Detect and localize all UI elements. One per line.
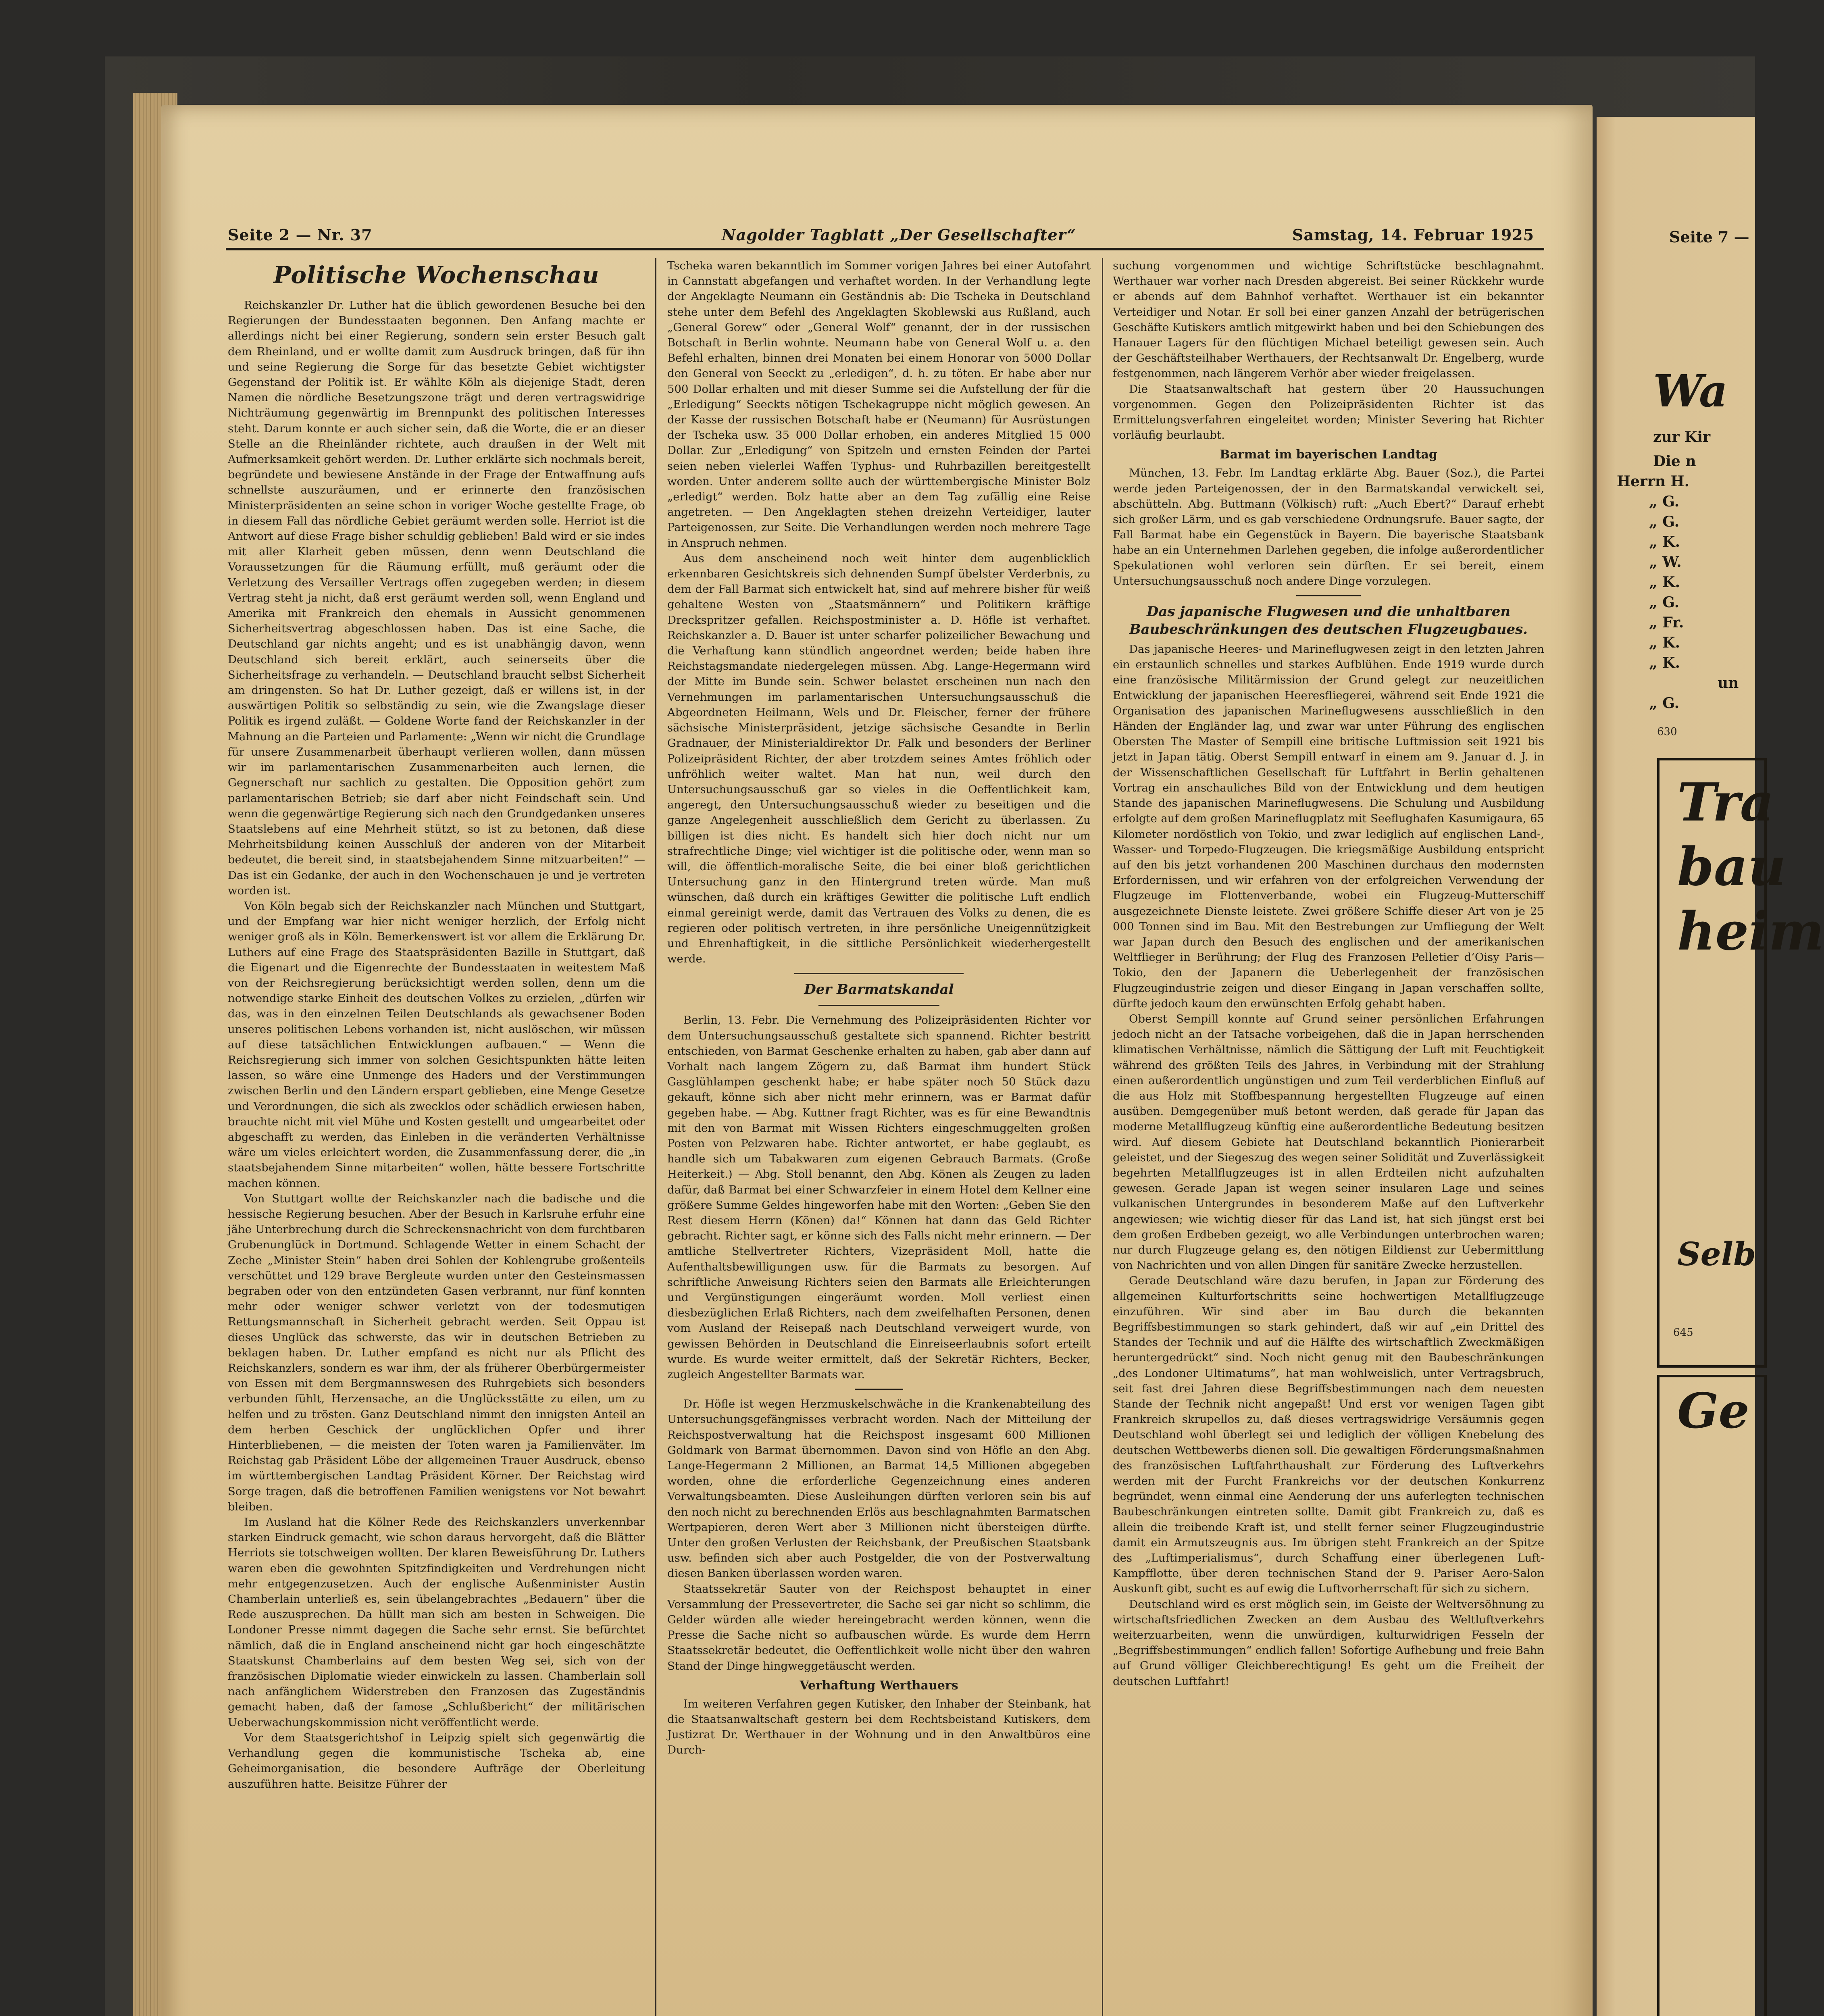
adjacent-ad-line: „ K. (1649, 634, 1680, 651)
article-paragraph: Reichskanzler Dr. Luther hat die üblich gewordenen Besuche bei den Regierungen der Bundesstaaten begonnen. Den Anfang machte er allerdings nicht bei einer Regierung, sondern sein erster Besuch galt dem Rheinland, und er wollte damit zum Ausdruck bringen, daß für ihn und seine Regierung die Sorge für das besetzte Gebiet wichtigster Gegenstand der Politik ist. Er wählte Köln als diejenige Stadt, deren Namen die nördliche Besetzungszone trägt und deren vertragswidrige Nichträumung gegenwärtig im Brennpunkt des politischen Interesses steht. Darum konnte er auch sicher sein, daß die Worte, die er an dieser Stelle an die Rheinländer richtete, auch draußen in der Welt mit Aufmerksamkeit gehört werden. Dr. Luther erklärte sich nochmals bereit, begründete und bewiesene Anstände in der Frage der Entwaffnung aufs schnellste auszuräumen, und er erinnerte den französischen Ministerpräsidenten an seine schon in voriger Woche gestellte Frage, ob in diesem Fall das nördliche Gebiet geräumt werden solle. Herriot ist die Antwort auf diese Frage bisher schuldig geblieben! Bald wird er sie indes mit aller Klarheit geben müssen, denn wenn Deutschland die Voraussetzungen für die Räumung erfüllt, muß geräumt oder die Verletzung des Versailler Vertrags offen zugegeben werden; in diesem Vertrag steht ja nicht, daß erst geräumt werden soll, wenn England und Amerika mit Frankreich den ehemals in Aussicht genommenen Sicherheitsvertrag abgeschlossen haben. Das ist eine Sache, die Deutschland gar nichts angeht; und es ist unabhängig davon, wenn Deutschland sich bereit erklärt, auch seinerseits über die Sicherheitsfrage zu verhandeln. — Deutschland braucht selbst Sicherheit am dringensten. So hat Dr. Luther gezeigt, daß er willens ist, in der auswärtigen Politik so selbständig zu sein, wie die Zwangslage dieser Politik es irgend zuläßt. — Goldene Worte fand der Reichskanzler in der Mahnung an die Parteien und Parlamente: „Wenn wir nicht die Grundlage für unsere Zusammenarbeit überhaupt verlieren wollen, dann müssen wir im parlamentarischen Zusammenarbeiten auch lernen, die Gegnerschaft nur sachlich zu gestalten. Die Opposition gehört zum parlamentarischen Betrieb; sie darf aber nicht Feindschaft sein. Und wenn die gegenwärtige Regierung sich nach den Grundgedanken unseres Staatslebens auf eine Mehrheit stützt, so ist zu betonen, daß diese Mehrheitsbildung keinen Ausschluß der anderen von der Mitarbeit bedeutet, die bereit sind, in staatsbejahendem Sinne mitzuarbeiten!“ — Das ist ein Gedanke, der auch in den Wochenschauen je und je vertreten worden ist. (228, 299, 645, 897)
column-3 (1113, 258, 1544, 2016)
ad-number: 630 (1657, 726, 1677, 738)
adjacent-ad-line: „ K. (1649, 533, 1680, 550)
adjacent-ad-line: „ K. (1649, 654, 1680, 671)
adjacent-ad-line: „ G. (1649, 513, 1680, 530)
column-divider (655, 258, 656, 2016)
adjacent-ad-line: „ K. (1649, 574, 1680, 591)
article-paragraph: Deutschland wird es erst möglich sein, im Geiste der Weltversöhnung zu wirtschaftsfriedlichen Zwecken an dem Ausbau des Weltluftverkehrs weiterzuarbeiten, wenn die unwürdigen, kulturwidrigen Fesseln der „Begriffsbestimmungen“ endlich fallen! Sofortige Aufhebung und freie Bahn auf Grund völliger Gleichberechtigung! Es geht um die Freiheit der deutschen Luftfahrt! (1113, 1597, 1544, 1688)
adjacent-ad-headline: bau (1677, 836, 1786, 898)
section-heading: Verhaftung Werthauers (800, 1678, 958, 1693)
article-paragraph: Im Ausland hat die Kölner Rede des Reichskanzlers unverkennbar starken Eindruck gemacht, wie schon daraus hervorgeht, daß die Blätter Herriots sie totschweigen wollten. Der klaren Beweisführung Dr. Luthers waren eben die gewohnten Spitzfindigkeiten und Verdrehungen nicht mehr entgegenzusetzen. Auch der englische Außenminister Austin Chamberlain unterließ es, sein übelangebrachtes „Bedauern“ über die Rede auszusprechen. Da hüllt man sich am besten in Schweigen. Die Londoner Presse nimmt dagegen die Sache sehr ernst. Sie befürchtet nämlich, daß die in England anscheinend nicht gar hoch eingeschätzte Staatskunst Chamberlains auf dem besten Weg sei, sich von der französischen Diplomatie wieder einwickeln zu lassen. Chamberlain soll nach anfänglichem Widerstreben den Franzosen das Zugeständnis gemacht haben, daß der famose „Schlußbericht“ der militärischen Ueberwachungskommission nicht veröffentlicht werde. (228, 1516, 645, 1729)
adjacent-ad-line: „ Fr. (1649, 614, 1684, 631)
section-heading: Der Barmatskandal (804, 981, 954, 998)
column-divider (1102, 258, 1103, 2016)
adjacent-ad-line: „ W. (1649, 554, 1682, 571)
newspaper-title-header: Nagolder Tagblatt „Der Gesellschafter“ (722, 226, 1076, 244)
article-paragraph: Gerade Deutschland wäre dazu berufen, in Japan zur Förderung des allgemeinen Kulturfortschritts seine hochwertigen Metallflugzeuge einzuführen. Wir sind aber im Bau durch die bekannten Begriffsbestimmungen so stark gehindert, daß wir auf „ein Drittel des Standes der Technik und auf die Hälfte des wirtschaftlich Zweckmäßigen heruntergedrückt“ sind. Noch nicht genug mit den Baubeschränkungen „des Londoner Ultimatums“, hat man wohlweislich, unter Vertragsbruch, seit fast drei Jahren diese Begriffsbestimmungen nach dem neuesten Stande der Technik nicht angepaßt! Und erst vor wenigen Tagen gibt Frankreich skrupellos zu, daß dieses vertragswidrige Versäumnis gegen Deutschland wohl überlegt sei und lediglich der völligen Knebelung des deutschen Wettbewerbs dienen soll. Die gewaltigen Förderungsmaßnahmen des französischen Luftfahrthaushalt zur Förderung des Luftverkehrs werden mit der Furcht Frankreichs vor der deutschen Konkurrenz begründet, wenn einmal eine Aenderung der uns auferlegten technischen Baubeschränkungen eintreten sollte. Damit gibt Frankreich zu, daß es allein die treibende Kraft ist, und stellt ferner seiner Flugzeugindustrie damit ein Armutszeugnis aus. Im übrigen steht Frankreich an der Spitze des „Luftimperialismus“, durch Schaffung einer überlegenen Luft-Kampfflotte, über deren technischen Stand der 9. Pariser Aero-Salon Auskunft gibt, sucht es auf ewig die Luftvorherrschaft für sich zu sichern. (1113, 1274, 1544, 1595)
article-paragraph: Staatssekretär Sauter von der Reichspost behauptet in einer Versammlung der Pressevertreter, die Sache sei gar nicht so schlimm, die Gelder würden alle wieder hereingebracht werden können, wenn die Presse die Sache nicht so aufbauschen würde. Es wurde dem Herrn Staatssekretär bedeutet, die Oeffentlichkeit wolle nicht über den wahren Stand der Dinge hingweggetäuscht werden. (667, 1582, 1091, 1672)
article-paragraph: Oberst Sempill konnte auf Grund seiner persönlichen Erfahrungen jedoch nicht an der Tatsache vorbeigehen, daß die in Japan herrschenden klimatischen Verhältnisse, nämlich die Sättigung der Luft mit Feuchtigkeit während des größten Teils des Jahres, in Verbindung mit der Strahlung einen außerordentlich ungünstigen und zum Teil verderblichen Einfluß auf die aus Holz mit Stoffbespannung hergestellten Flugzeuge auf einen ausüben. Demgegenüber muß betont werden, daß gerade für Japan das moderne Metallflugzeug künftig eine außerordentliche Bedeutung besitzen wird. Auf diesem Gebiete hat Deutschland bekanntlich Pionierarbeit geleistet, und der Siegeszug des wegen seiner Solidität und Zuverlässigkeit begehrten Metallflugzeuges ist in allen Erdteilen nicht aufzuhalten gewesen. Gerade Japan ist wegen seiner insularen Lage und seines vulkanischen Untergrundes in besonderem Maße auf den Luftverkehr angewiesen; wie wichtig dieser für das Land ist, hat sich jüngst erst bei dem großen Erdbeben gezeigt, wo alle Verbindungen unterbrochen waren; nur durch Flugzeuge gelang es, den nötigen Eildienst zur Uebermittlung von Nachrichten und von allen Dingen für sanitäre Zwecke herzustellen. (1113, 1012, 1544, 1272)
adjacent-page (1597, 117, 1824, 2016)
article-paragraph: Die Staatsanwaltschaft hat gestern über 20 Haussuchungen vorgenommen. Gegen den Polizeipräsidenten Richter ist das Ermittelungsverfahren eingeleitet worden; Minister Severing hat Richter vorläufig beurlaubt. (1113, 382, 1544, 442)
column-2 (667, 258, 1091, 2016)
adjacent-ad-line: Herrn H. (1617, 473, 1690, 490)
article-paragraph: suchung vorgenommen und wichtige Schriftstücke beschlagnahmt. Werthauer war vorher nach Dresden abgereist. Bei seiner Rückkehr wurde er abends auf dem Bahnhof verhaftet. Werthauer ist ein bekannter Verteidiger und Notar. Er soll bei einer ganzen Anzahl der betrügerischen Geschäfte Kutiskers amtlich mitgewirkt haben und bei den Schiebungen des Hanauer Lagers für den flüchtigen Michael beteiligt gewesen sein. Auch der Geschäftsteilhaber Werthauers, der Rechtsanwalt Dr. Engelberg, wurde festgenommen, nach längerem Verhör aber wieder freigelassen. (1113, 259, 1544, 380)
header-rule (226, 248, 1544, 250)
section-separator (855, 1389, 903, 1390)
section-separator (818, 1005, 939, 1006)
article-paragraph: München, 13. Febr. Im Landtag erklärte Abg. Bauer (Soz.), die Partei werde jeden Parteigenossen, der in den Barmatskandal verwickelt sei, abschütteln. Abg. Buttmann (Völkisch) ruft: „Auch Ebert?“ Darauf erhebt sich großer Lärm, und es gab verschiedene Ordnungsrufe. Bauer sagte, der Fall Barmat habe ein Gegenstück in Bayern. Die bayerische Staatsbank habe an ein Unternehmen Darlehen gegeben, die infolge außerordentlicher Spekulationen wohl verloren sein dürften. Er sei bereit, einem Untersuchungsausschuß noch andere Dinge vorzulegen. (1113, 467, 1544, 587)
adjacent-ad-line: zur Kir (1653, 429, 1711, 446)
adjacent-ad-line: un (1718, 675, 1739, 691)
section-heading: Das japanische Flugwesen und die unhaltbaren Baubeschränkungen des deutschen Flugzeugbaues. (1129, 604, 1528, 638)
adjacent-ad-line: Die n (1653, 453, 1696, 470)
section-separator (794, 973, 964, 974)
adjacent-page-header: Seite 7 — (1669, 228, 1749, 246)
article-paragraph: Aus dem anscheinend noch weit hinter dem augenblicklich erkennbaren Gesichtskreis sich dehnenden Sumpf übelster Verderbnis, zu dem der Fall Barmat sich entwickelt hat, sind auf mehrere bisher für weiß gehaltene Westen von „Staatsmännern“ und Politikern kräftige Dreckspritzer gefallen. Reichspostminister a. D. Höfle ist verhaftet. Reichskanzler a. D. Bauer ist unter scharfer polizeilicher Bewachung und die Verhaftung kann stündlich angeordnet werden; beide haben ihre Reichstagsmandate niedergelegen müssen. Abg. Lange-Hegermann wird der Mitte im Bunde sein. Schwer belastet erscheinen nun nach den Vernehmungen im parlamentarischen Untersuchungsausschuß die Abgeordneten Heilmann, Wels und Dr. Fleischer, ferner der frühere sächsische Ministerpräsident, jetzige sächsische Gesandte in Berlin Gradnauer, der Ministerialdirektor Dr. Falk und besonders der Berliner Polizeipräsident Richter, der aber trotzdem seines Amtes fröhlich oder unfröhlich weiter waltet. Man hat nun, weil durch den Untersuchungsausschuß gar so vieles in die Oeffentlichkeit kam, angeregt, den Untersuchungsausschuß wieder zu beseitigen und die ganze Angelegenheit ausschließlich dem Gericht zu überlassen. Zu billigen ist dies nicht. Es handelt sich hier doch nicht nur um strafrechtliche Dinge; viel wichtiger ist die politische oder, wenn man so will, die öffentlich-moralische Seite, die bei einer bloß gerichtlichen Untersuchung ganz in den Hintergrund treten würde. Man muß wünschen, daß durch ein kräftiges Gewitter die politische Luft endlich einmal gereinigt werde, damit das Vertrauen des Volks zu denen, die es regieren oder politisch vertreten, in ihre persönliche Uneigennützigkeit und Ehrenhaftigkeit, in die sittliche Persönlichkeit wiederhergestellt werde. (667, 552, 1091, 966)
section-separator (1296, 595, 1361, 596)
adjacent-ad-headline: heim (1677, 900, 1824, 962)
adjacent-ad-headline: Wa (1653, 365, 1728, 417)
article-paragraph: Von Stuttgart wollte der Reichskanzler nach die badische und die hessische Regierung besuchen. Aber der Besuch in Karlsruhe erfuhr eine jähe Unterbrechung durch die Schreckensnachricht von dem furchtbaren Grubenunglück in Dortmund. Schlagende Wetter in einem Schacht der Zeche „Minister Stein“ haben drei Sohlen der Kohlengrube großenteils verschüttet und 129 brave Bergleute wurden unter den Gesteinsmassen begraben oder von den entzündeten Gasen verbrannt, nur fünf konnten mehr oder weniger schwer verletzt von der todesmutigen Rettungsmannschaft in Sicherheit gebracht werden. Seit Oppau ist dieses Unglück das schwerste, das wir in deutschen Betrieben zu beklagen haben. Dr. Luther empfand es nicht nur als Pflicht des Reichskanzlers, sondern es war ihm, der als früherer Oberbürgermeister von Essen mit dem Bergmannswesen des Ruhrgebiets sich besonders verbunden fühlt, Herzensache, an die Unglücksstätte zu eilen, um zu helfen und zu trösten. Ganz Deutschland nimmt den innigsten Anteil an dem herben Geschick der unglücklichen Opfer und ihrer Hinterbliebenen, — die meisten der Toten waren ja Familienväter. Im Reichstag gab Präsident Löbe der allgemeinen Trauer Ausdruck, ebenso im württembergischen Landtag Präsident Körner. Der Reichstag wird Sorge tragen, daß die betroffenen Familien wenigstens vor Not bewahrt bleiben. (228, 1192, 645, 1513)
page-number-header: Seite 2 — Nr. 37 (228, 226, 373, 244)
article-paragraph: Tscheka waren bekanntlich im Sommer vorigen Jahres bei einer Autofahrt in Cannstatt abgefangen und verhaftet worden. In der Verhandlung legte der Angeklagte Neumann ein Geständnis ab: Die Tscheka in Deutschland stehe unter dem Befehl des Angeklagten Skoblewski aus Rußland, auch „General Gorew“ oder „General Wolf“ genannt, der in der russischen Botschaft in Berlin wohnte. Neumann habe von General Wolf u. a. den Befehl erhalten, binnen drei Monaten bei einem Honorar von 5000 Dollar den General von Seeckt zu „erledigen“, d. h. zu töten. Er habe aber nur 500 Dollar erhalten und mit dieser Summe sei die Aufstellung der für die „Erledigung“ Seeckts nötigen Tschekagruppe nicht möglich gewesen. An der Kasse der russischen Botschaft habe er (Neumann) für Ausrüstungen der Tscheka usw. 35 000 Dollar erhoben, ein anderes Mitglied 15 000 Dollar. Zur „Erledigung“ von Spitzeln und ernsten Feinden der Partei seien neben vielerlei Waffen Typhus- und Ruhrbazillen bereitgestellt worden. Unter anderem sollte auch der württembergische Minister Bolz „erledigt“ werden. Bolz hatte aber an dem Tag zufällig eine Reise angetreten. — Den Angeklagten stehen dreizehn Verteidiger, lauter Parteigenossen, zur Seite. Die Verhandlungen werden noch mehrere Tage in Anspruch nehmen. (667, 259, 1091, 550)
ad-number: 645 (1673, 1327, 1693, 1339)
article-paragraph: Dr. Höfle ist wegen Herzmuskelschwäche in die Krankenabteilung des Untersuchungsgefängnisses verbracht worden. Nach der Mitteilung der Reichspostverwaltung hat die Reichspost insgesamt 600 Millionen Goldmark von Barmat übernommen. Davon sind von Höfle an den Abg. Lange-Hegermann 2 Millionen, an Barmat 14,5 Millionen abgegeben worden, ohne die erforderliche Gegenzeichnung eines anderen Verwaltungsbeamten. Diese Ausleihungen dürften verloren sein bis auf den noch nicht zu berechnenden Erlös aus beschlagnahmten Barmatschen Wertpapieren, deren Wert aber 3 Millionen nicht übersteigen dürfte. Unter den großen Verlusten der Reichsbank, der Preußischen Staatsbank usw. befinden sich aber auch Postgelder, die von der Postverwaltung diesen Banken überlassen worden waren. (667, 1397, 1091, 1580)
adjacent-ad-headline: Selb (1677, 1235, 1756, 1273)
article-paragraph: Im weiteren Verfahren gegen Kutisker, den Inhaber der Steinbank, hat die Staatsanwaltschaft gestern bei dem Rechtsbeistand Kutiskers, dem Justizrat Dr. Werthauer in der Wohnung und in den Anwaltbüros eine Durch- (667, 1697, 1091, 1757)
article-paragraph: Von Köln begab sich der Reichskanzler nach München und Stuttgart, und der Empfang war hier nicht weniger herzlich, der Erfolg nicht weniger groß als in Köln. Bemerkenswert ist vor allem die Erklärung Dr. Luthers auf eine Frage des Staatspräsidenten Bazille in Stuttgart, daß die Eigenart und die Eigenrechte der Bundesstaaten in weitestem Maß von der Reichsregierung berücksichtigt werden sollen, denn um die notwendige starke Einheit des deutschen Volkes zu erzielen, „dürfen wir das, was in den einzelnen Teilen Deutschlands als gewachsener Boden unseres politischen Lebens vorhanden ist, nicht auslöschen, wir müssen auf diese tatsächlichen Entwicklungen aufbauen.“ — Wenn die Reichsregierung sich immer von solchen Gesichtspunkten hätte leiten lassen, so wäre eine Unmenge des Haders und der Verstimmungen zwischen Berlin und den Ländern erspart geblieben, eine Menge Gesetze und Verordnungen, die sich als zwecklos oder schädlich erwiesen haben, brauchte nicht mit viel Mühe und Kosten gestellt und umgearbeitet oder abgeschafft zu werden, das Einleben in die veränderten Verhältnisse wäre um vieles erleichtert worden, die Zusammenfassung derer, die „in staatsbejahendem Sinne mitarbeiten“ wollen, hätte bessere Fortschritte machen können. (228, 899, 645, 1190)
adjacent-ad-box (1657, 1375, 1767, 2016)
article-paragraph: Berlin, 13. Febr. Die Vernehmung des Polizeipräsidenten Richter vor dem Untersuchungsausschuß gestaltete sich spannend. Richter bestritt entschieden, von Barmat Geschenke erhalten zu haben, gab aber dann auf Vorhalt nach langem Zögern zu, daß Barmat ihm hundert Stück Gasglühlampen geschenkt habe; er habe später noch 50 Stück dazu gekauft, könne sich aber nicht mehr erinnern, was er Barmat dafür gegeben habe. — Abg. Kuttner fragt Richter, was es für eine Bewandtnis mit den von Barmat mit Wissen Richters eingeschmuggelten großen Posten von Pelzwaren habe. Richter antwortet, er habe geglaubt, es handle sich um Tabakwaren zum eigenen Gebrauch Barmats. (Große Heiterkeit.) — Abg. Stoll benannt, den Abg. Könen als Zeugen zu laden dafür, daß Barmat bei einer Schwarzfeier in einem Hotel dem Kellner eine größere Summe Geldes hingeworfen habe mit den Worten: „Geben Sie den Rest diesem Herrn (Könen) da!“ Können hat dann das Geld Richter gebracht. Richter sagt, er könne sich des Falls nicht mehr erinnern. — Der amtliche Stellvertreter Richters, Vizepräsident Moll, hatte die Aufenthaltsbewilligungen usw. für die Barmats zu besorgen. Auf schriftliche Anweisung Richters seien den Barmats alle Erleichterungen und Vergünstigungen eingeräumt worden. Moll verliest einen diesbezüglichen Erlaß Richters, nach dem zweifelhaften Personen, denen vom Ausland der Reisepaß nach Deutschland verweigert wurde, von gewissen Behörden in Deutschland die Einreiseerlaubnis sofort erteilt wurde. Es wurde weiter ermittelt, daß der Sekretär Richters, Becker, zugleich Angestellter Barmats war. (667, 1014, 1091, 1381)
adjacent-ad-line: „ G. (1649, 493, 1680, 510)
adjacent-ad-line: „ G. (1649, 594, 1680, 611)
article-paragraph: Das japanische Heeres- und Marineflugwesen zeigt in den letzten Jahren ein erstaunlich schnelles und starkes Aufblühen. Ende 1919 wurde durch eine französische Militärmission der Grund gelegt zur neuzeitlichen Entwicklung der japanischen Heeresfliegerei, während seit Ende 1921 die Organisation des japanischen Marineflugwesens ausschließlich in den Händen der Engländer lag, und zwar war unter Führung des englischen Obersten The Master of Sempill eine britische Luftmission seit 1921 bis jetzt in Japan tätig. Oberst Sempill entwarf in einem am 9. Januar d. J. in der Wissenschaftlichen Gesellschaft für Luftfahrt in Berlin gehaltenen Vortrag ein anschauliches Bild von der Entwicklung und dem heutigen Stande des japanischen Marineflugwesens. Die Schulung und Ausbildung erfolgte auf dem großen Marineflugplatz mit Seeflughafen Kasumigaura, 65 Kilometer nordöstlich von Tokio, und zwar lediglich auf englischen Land-, Wasser- und Torpedo-Flugzeugen. Die kriegsmäßige Ausbildung entspricht auf den bis jetzt vorhandenen 200 Maschinen durchaus den modernsten Erfordernissen, und wir erfahren von der erfolgreichen Verwendung der Flugzeuge im Flottenverbande, wobei ein Flugzeug-Mutterschiff ausgezeichnete Dienste leistete. Zwei größere Schiffe dieser Art von je 25 000 Tonnen sind im Bau. Mit den Bestrebungen zur Umfliegung der Welt war Japan durch den Besuch des englischen und der amerikanischen Weltflieger in Berührung; der Flug des Franzosen Pelletier d’Oisy Paris—Tokio, den der Japanern die Ueberlegenheit der französischen Flugzeugindustrie zeigen und dieser Eingang in Japan verschaffen sollte, dürfte jedoch kaum den erwünschten Erfolg gehabt haben. (1113, 643, 1544, 1010)
date-header: Samstag, 14. Februar 1925 (1292, 226, 1535, 244)
article-title: Politische Wochenschau (273, 261, 600, 289)
section-heading: Barmat im bayerischen Landtag (1220, 448, 1437, 462)
adjacent-ad-headline: Ge (1677, 1383, 1749, 1439)
adjacent-ad-line: „ G. (1649, 695, 1680, 712)
adjacent-ad-headline: Tra (1677, 771, 1774, 833)
column-1 (228, 258, 645, 2016)
article-paragraph: Vor dem Staatsgerichtshof in Leipzig spielt sich gegenwärtig die Verhandlung gegen die kommunistische Tscheka ab, eine Geheimorganisation, die besondere Aufträge der Oberleitung auszuführen hatte. Beisitze Führer der (228, 1731, 645, 1791)
